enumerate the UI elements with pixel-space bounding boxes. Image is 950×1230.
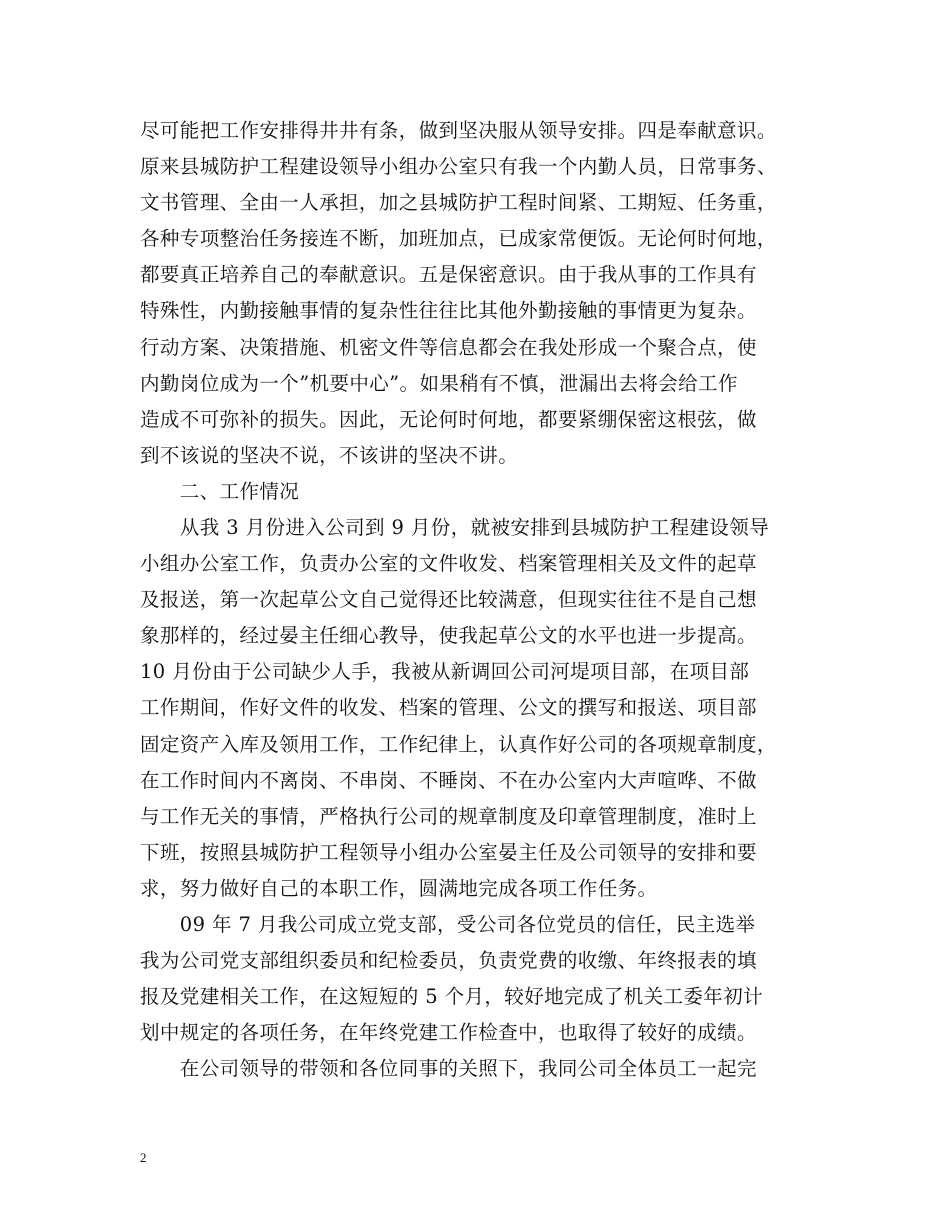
text-line: 象那样的，经过晏主任细心教导，使我起草公文的水平也进一步提高。 xyxy=(140,624,757,647)
text-line: 下班，按照县城防护工程领导小组办公室晏主任及公司领导的安排和要 xyxy=(140,841,757,864)
page-number: 2 xyxy=(140,1150,147,1165)
text-line: 都要真正培养自己的奉献意识。五是保密意识。由于我从事的工作具有 xyxy=(140,263,757,286)
text-line: 报及党建相关工作，在这短短的 5 个月，较好地完成了机关工委年初计 xyxy=(140,985,764,1008)
text-line: 内勤岗位成为一个”机要中心”。如果稍有不慎，泄漏出去将会给工作 xyxy=(140,372,738,395)
text-line: 10 月份由于公司缺少人手，我被从新调回公司河堤项目部，在项目部 xyxy=(140,660,750,683)
text-line: 行动方案、决策措施、机密文件等信息都会在我处形成一个聚合点，使 xyxy=(140,336,757,359)
text-line: 特殊性，内勤接触事情的复杂性往往比其他外勤接触的事情更为复杂。 xyxy=(140,299,757,322)
text-line: 划中规定的各项任务，在年终党建工作检查中，也取得了较好的成绩。 xyxy=(140,1021,757,1044)
section-heading: 二、工作情况 xyxy=(140,480,300,503)
text-line: 从我 3 月份进入公司到 9 月份，就被安排到县城防护工程建设领导 xyxy=(140,516,770,539)
text-line: 在公司领导的带领和各位同事的关照下，我同公司全体员工一起完 xyxy=(140,1057,757,1080)
text-line: 各种专项整治任务接连不断，加班加点，已成家常便饭。无论何时何地， xyxy=(140,227,777,250)
text-line: 工作期间，作好文件的收发、档案的管理、公文的撰写和报送、项目部 xyxy=(140,696,757,719)
text-line: 固定资产入库及领用工作，工作纪律上，认真作好公司的各项规章制度， xyxy=(140,733,777,756)
text-line: 文书管理、全由一人承担，加之县城防护工程时间紧、工期短、任务重， xyxy=(140,191,777,214)
text-line: 与工作无关的事情，严格执行公司的规章制度及印章管理制度，准时上 xyxy=(140,805,757,828)
text-line: 尽可能把工作安排得井井有条，做到坚决服从领导安排。四是奉献意识。 xyxy=(140,119,777,142)
text-line: 原来县城防护工程建设领导小组办公室只有我一个内勤人员，日常事务、 xyxy=(140,155,777,178)
text-line: 09 年 7 月我公司成立党支部，受公司各位党员的信任，民主选举 xyxy=(140,913,756,936)
text-line: 我为公司党支部组织委员和纪检委员，负责党费的收缴、年终报表的填 xyxy=(140,949,757,972)
text-line: 在工作时间内不离岗、不串岗、不睡岗、不在办公室内大声喧哗、不做 xyxy=(140,769,757,792)
text-line: 求，努力做好自己的本职工作，圆满地完成各项工作任务。 xyxy=(140,877,658,900)
text-line: 小组办公室工作，负责办公室的文件收发、档案管理相关及文件的起草 xyxy=(140,552,757,575)
text-line: 造成不可弥补的损失。因此，无论何时何地，都要紧绷保密这根弦，做 xyxy=(140,408,757,431)
text-line: 到不该说的坚决不说，不该讲的坚决不讲。 xyxy=(140,444,519,467)
text-line: 及报送，第一次起草公文自己觉得还比较满意，但现实往往不是自己想 xyxy=(140,588,757,611)
